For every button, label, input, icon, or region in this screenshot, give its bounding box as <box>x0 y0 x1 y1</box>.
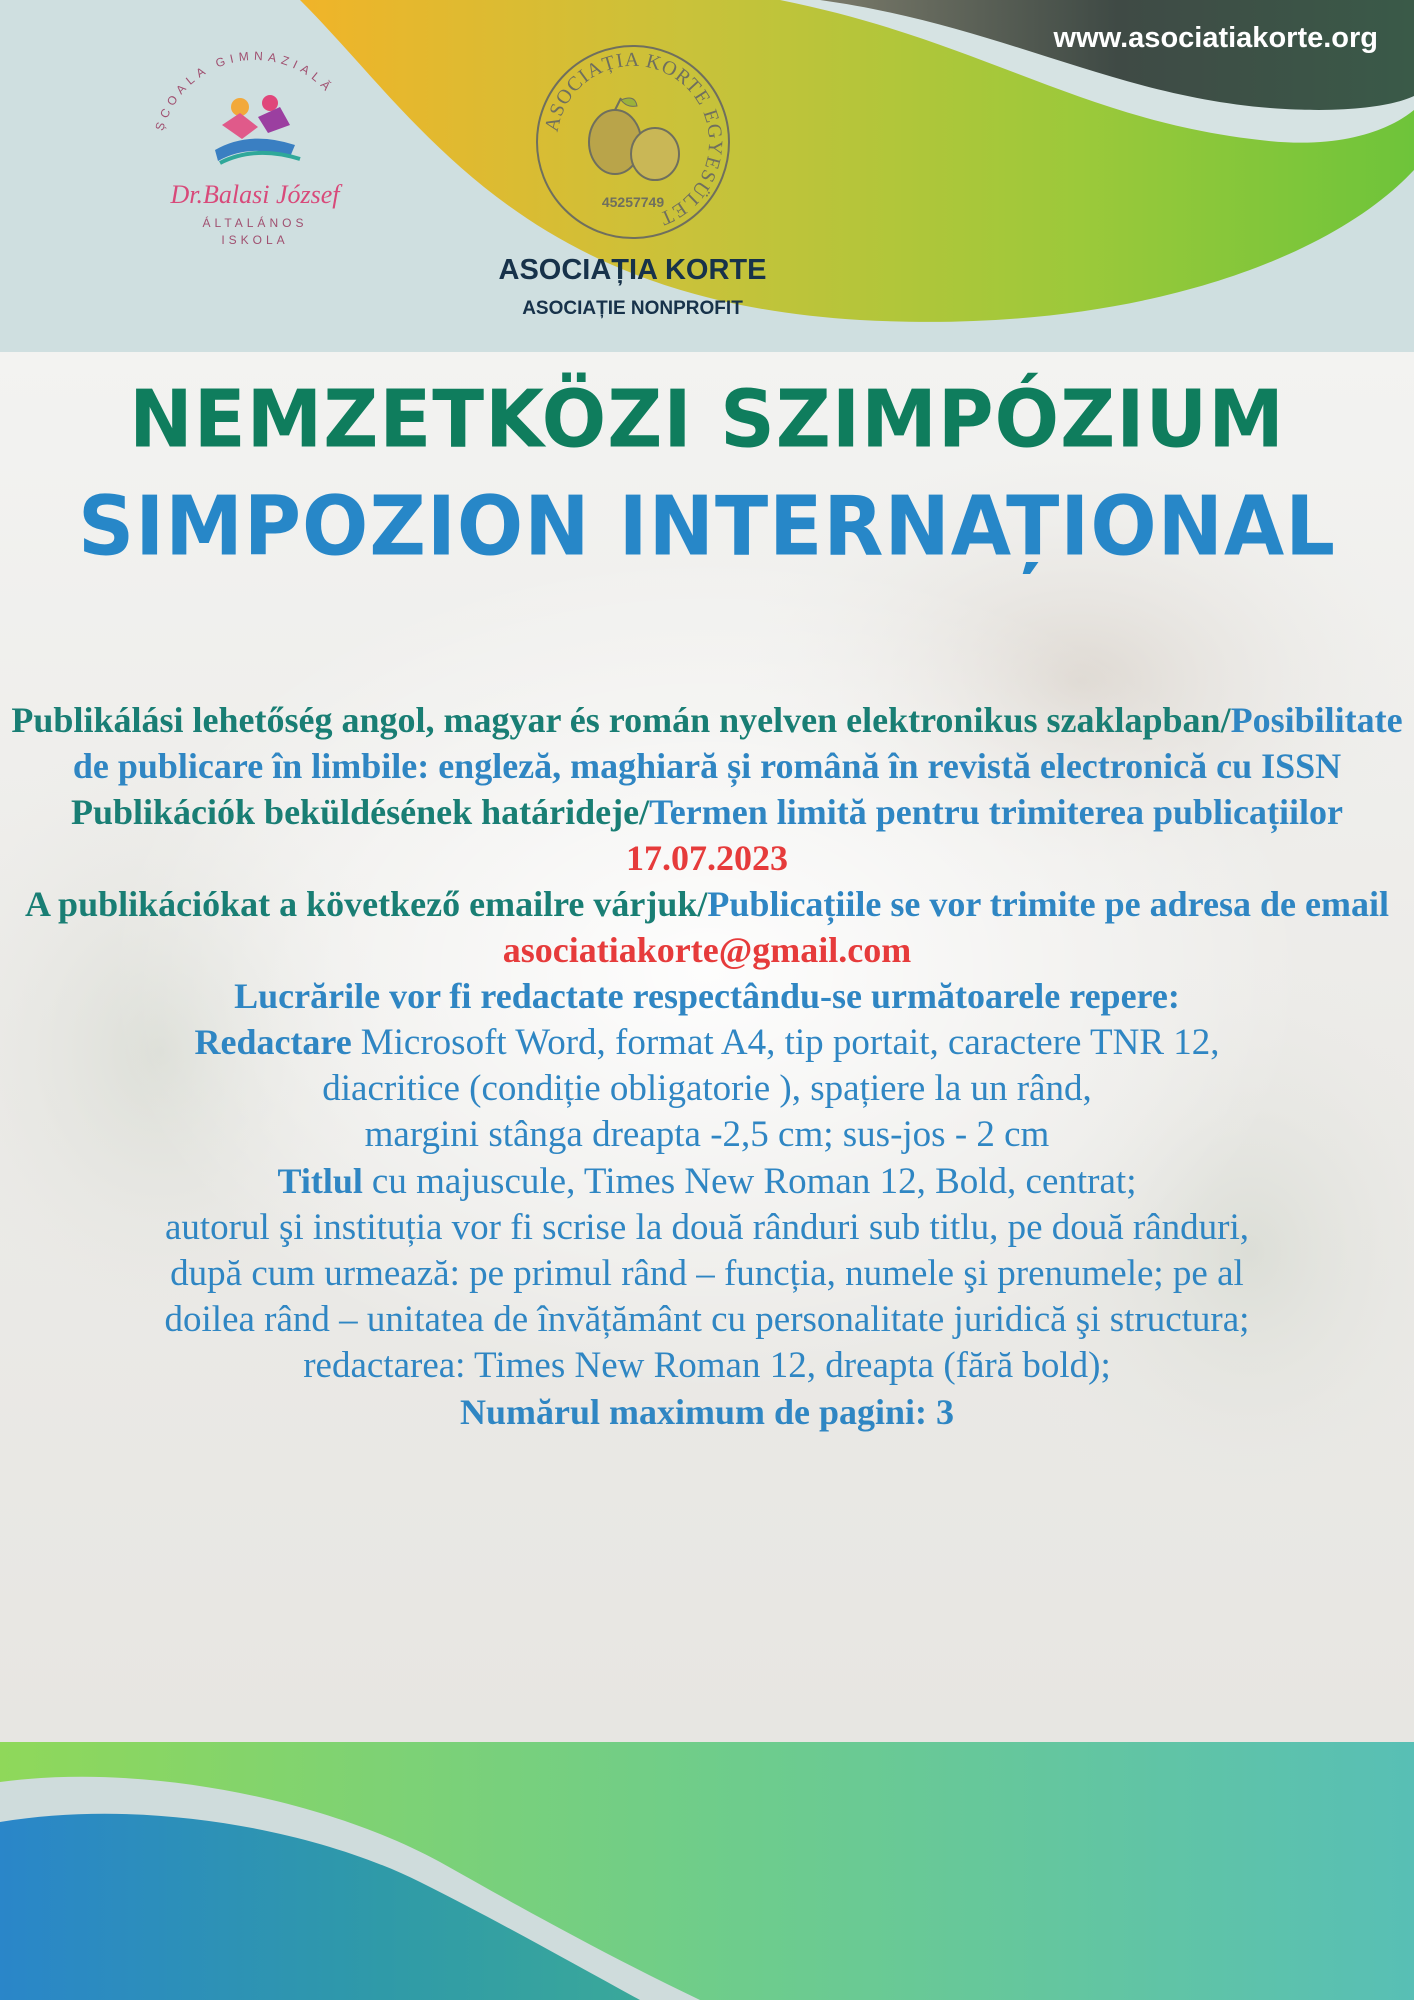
svg-text:ISKOLA: ISKOLA <box>221 233 289 247</box>
svg-text:Dr.Balasi József: Dr.Balasi József <box>170 180 340 209</box>
autor-line-1: autorul şi instituția vor fi scrise la două rânduri sub titlu, pe două rânduri, <box>164 1207 1250 1248</box>
deadline-ro: Termen limită pentru trimiterea publicațiilor <box>649 792 1343 832</box>
email-hu: A publikációkat a következő emailre várjuk/ <box>25 884 708 924</box>
autor-line-3: doilea rând – unitatea de învățământ cu personalitate juridică şi structura; <box>164 1299 1250 1340</box>
website-url[interactable]: www.asociatiakorte.org <box>1053 22 1378 54</box>
diacritice-line: diacritice (condiție obligatorie ), spațiere la un rând, <box>322 1068 1092 1109</box>
deadline-hu: Publikációk beküldésének határideje/ <box>71 792 650 832</box>
publication-hu: Publikálási lehetőség angol, magyar és román nyelven elektronikus szaklapban/ <box>11 700 1231 740</box>
announcement-body <box>10 697 1404 1435</box>
org-subtitle: ASOCIAȚIE NONPROFIT <box>522 298 743 319</box>
titlul-label: Titlul <box>277 1161 363 1201</box>
footer-wave-decoration <box>0 1742 1414 2000</box>
school-logo <box>130 45 380 260</box>
header-banner <box>0 0 1414 352</box>
redactare-label: Redactare <box>194 1022 352 1062</box>
autor-line-2: după cum urmează: pe primul rând – funcția, numele şi prenumele; pe al <box>170 1253 1244 1294</box>
email-ro: Publicațiile se vor trimite pe adresa de email <box>707 884 1389 924</box>
titlul-line <box>10 1158 1404 1205</box>
publication-ro: Posibilitate de publicare în limbile: engleză, maghiară și română în revistă electronică cu ISSN <box>72 700 1403 786</box>
deadline-paragraph <box>10 789 1404 835</box>
autor-line-4: redactarea: Times New Roman 12, dreapta (fără bold); <box>303 1345 1111 1386</box>
titlul-text: cu majuscule, Times New Roman 12, Bold, centrat; <box>371 1161 1137 1202</box>
deadline-date: 17.07.2023 <box>626 838 788 878</box>
svg-text:45257749: 45257749 <box>601 194 665 210</box>
footer-banner <box>0 1742 1414 2000</box>
svg-text:ASOCIAȚIA KORTE EGYESÜLET: ASOCIAȚIA KORTE EGYESÜLET <box>540 48 727 230</box>
publication-paragraph <box>10 697 1404 789</box>
redactare-line <box>10 1019 1404 1066</box>
email-paragraph <box>10 881 1404 973</box>
main-content <box>0 352 1414 1742</box>
svg-text:ȘCOALA GIMNAZIALĂ: ȘCOALA GIMNAZIALĂ <box>152 48 337 133</box>
email-address[interactable]: asociatiakorte@gmail.com <box>502 930 912 970</box>
margini-line: margini stânga dreapta -2,5 cm; sus-jos - 2 cm <box>364 1114 1050 1155</box>
svg-text:ÁLTALÁNOS: ÁLTALÁNOS <box>202 216 308 230</box>
title-romanian: SIMPOZION INTERNAȚIONAL <box>78 479 1336 575</box>
guidelines-title: Lucrările vor fi redactate respectându-se următoarele repere: <box>234 976 1180 1016</box>
max-pages: Numărul maximum de pagini: 3 <box>459 1392 955 1432</box>
title-hungarian: NEMZETKÖZI SZIMPÓZIUM <box>129 371 1285 466</box>
redactare-text: Microsoft Word, format A4, tip portait, caractere TNR 12, <box>360 1022 1220 1063</box>
korte-logo <box>533 42 733 242</box>
org-name: ASOCIAȚIA KORTE <box>498 254 767 286</box>
